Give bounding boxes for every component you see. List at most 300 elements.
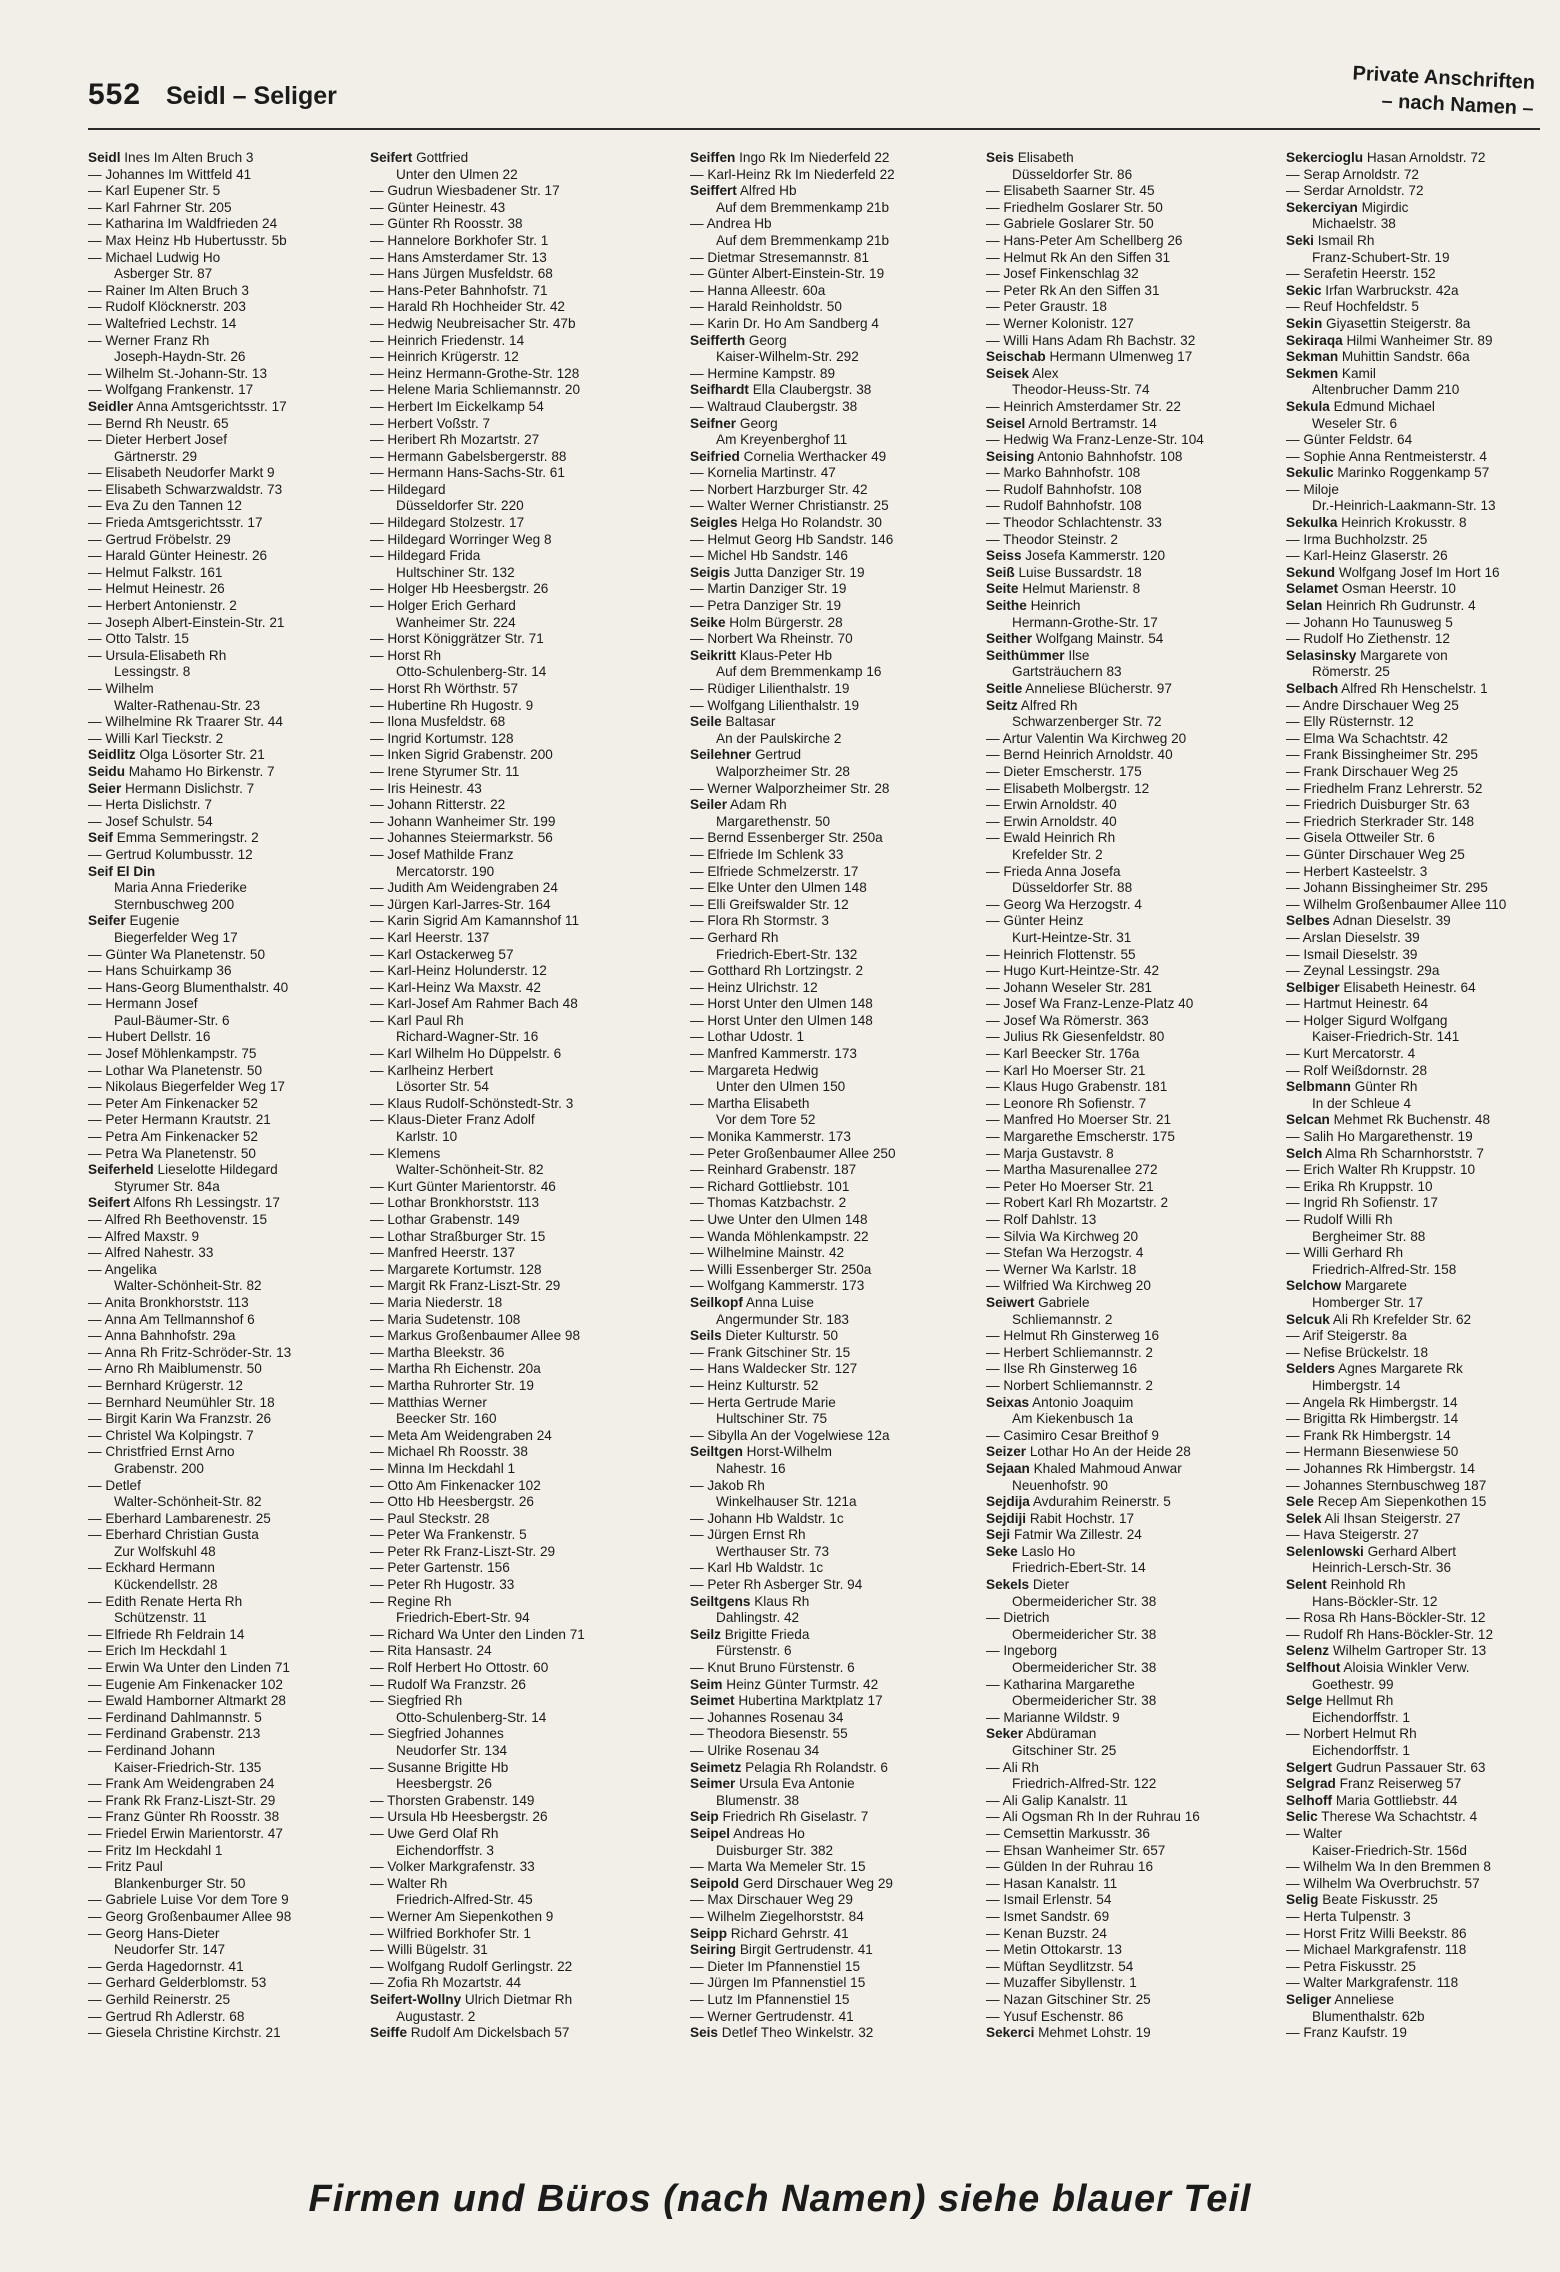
directory-entry — [986, 814, 1264, 831]
entry-text: — Frank Rk Franz-Liszt-Str. 29 — [88, 1792, 276, 1808]
directory-entry — [690, 631, 968, 648]
surname: Seifert-Wollny — [370, 1991, 462, 2007]
entry-text: — Wilhelm St.-Johann-Str. 13 — [88, 365, 268, 381]
entry-text: Fatmir Wa Zillestr. 24 — [1010, 1527, 1142, 1543]
directory-entry — [88, 515, 366, 532]
entry-text: — Hedwig Wa Franz-Lenze-Str. 104 — [986, 432, 1204, 448]
directory-entry — [1286, 1909, 1540, 1926]
entry-text: Schliemannstr. 2 — [1012, 1311, 1113, 1327]
directory-entry — [370, 1278, 648, 1295]
directory-entry — [1286, 1809, 1540, 1826]
entry-text: — Nefise Brückelstr. 18 — [1286, 1344, 1429, 1360]
entry-text: Kaiser-Friedrich-Str. 156d — [1312, 1842, 1467, 1858]
directory-entry — [88, 349, 366, 366]
surname: Selent — [1286, 1577, 1327, 1593]
entry-text: Josefa Kammerstr. 120 — [1021, 548, 1166, 564]
directory-entry — [1286, 1959, 1540, 1976]
entry-text: — Klemens — [370, 1145, 441, 1161]
entry-text: — Martha Rh Eichenstr. 20a — [370, 1361, 541, 1377]
surname: Selhoff — [1286, 1792, 1333, 1808]
directory-entry — [88, 1892, 366, 1909]
directory-entry — [986, 1245, 1264, 1262]
entry-text: Lessingstr. 8 — [114, 664, 191, 680]
surname: Seif — [88, 830, 113, 846]
entry-text: — Bernd Rh Neustr. 65 — [88, 415, 229, 431]
directory-entry — [986, 482, 1264, 499]
entry-text: — Ali Galip Kanalstr. 11 — [986, 1792, 1128, 1808]
entry-text: Adam Rh — [727, 797, 787, 813]
entry-text: — Joseph Albert-Einstein-Str. 21 — [88, 614, 285, 630]
entry-text: — Serap Arnoldstr. 72 — [1286, 166, 1419, 182]
directory-entry — [1286, 150, 1540, 167]
directory-entry — [690, 1909, 968, 1926]
surname: Seithümmer — [986, 647, 1065, 663]
directory-entry — [1286, 880, 1540, 897]
entry-text: Altenbrucher Damm 210 — [1312, 382, 1460, 398]
entry-text: — Lothar Grabenstr. 149 — [370, 1212, 520, 1227]
directory-entry — [1286, 1096, 1540, 1113]
directory-entry — [88, 830, 366, 847]
entry-text: — Günter Dirschauer Weg 25 — [1286, 846, 1465, 862]
entry-text: — Bernd Essenberger Str. 250a — [690, 830, 883, 846]
directory-entry — [88, 1428, 366, 1445]
entry-text: Antonio Joaquim — [1029, 1394, 1134, 1410]
directory-entry — [88, 250, 366, 267]
directory-entry — [690, 581, 968, 598]
entry-text: Irfan Warbruckstr. 42a — [1321, 282, 1459, 298]
directory-entry — [88, 200, 366, 217]
directory-entry — [986, 1395, 1264, 1412]
directory-entry — [1286, 548, 1540, 565]
directory-entry — [690, 1146, 968, 1163]
entry-text: Horst-Wilhelm — [742, 1444, 832, 1460]
entry-text: — Jürgen Ernst Rh — [690, 1527, 806, 1543]
entry-text: — Muzaffer Sibyllenstr. 1 — [986, 1975, 1137, 1991]
surname: Seis — [986, 150, 1014, 165]
directory-entry — [986, 1428, 1264, 1445]
entry-text: Kamil — [1338, 365, 1376, 381]
entry-text: Helga Ho Rolandstr. 30 — [737, 515, 882, 531]
entry-text: — Werner Kolonistr. 127 — [986, 315, 1134, 331]
directory-entry — [690, 1992, 968, 2009]
entry-text: — Elfriede Rh Feldrain 14 — [88, 1626, 245, 1642]
directory-entry — [690, 482, 968, 499]
directory-entry — [986, 382, 1264, 399]
directory-entry — [370, 847, 648, 864]
entry-text: — Brigitta Rk Himbergstr. 14 — [1286, 1411, 1459, 1427]
surname: Sekercioglu — [1286, 150, 1364, 165]
directory-entry — [88, 1826, 366, 1843]
directory-entry — [986, 1876, 1264, 1893]
entry-text: Dr.-Heinrich-Laakmann-Str. 13 — [1312, 498, 1496, 514]
surname: Seitz — [986, 697, 1018, 713]
entry-text: Gottfried — [412, 150, 469, 165]
directory-entry — [690, 1096, 968, 1113]
directory-entry — [1286, 316, 1540, 333]
entry-text: Friedrich-Ebert-Str. 14 — [1012, 1560, 1146, 1576]
directory-entry — [690, 1212, 968, 1229]
directory-entry — [88, 1793, 366, 1810]
entry-text: — Elisabeth Saarner Str. 45 — [986, 183, 1155, 199]
entry-text: Obermeidericher Str. 38 — [1012, 1593, 1157, 1609]
directory-entry — [1286, 200, 1540, 217]
directory-entry — [88, 366, 366, 383]
entry-text: — Hans Waldecker Str. 127 — [690, 1361, 858, 1377]
entry-text: — Siegfried Johannes — [370, 1726, 504, 1742]
directory-entry — [986, 864, 1264, 881]
directory-entry — [986, 432, 1264, 449]
surname: Seidlitz — [88, 747, 136, 763]
directory-entry — [88, 1411, 366, 1428]
directory-entry — [88, 1179, 366, 1196]
directory-entry — [690, 797, 968, 814]
directory-entry — [370, 1345, 648, 1362]
surname: Sekund — [1286, 564, 1336, 580]
directory-entry — [1286, 1793, 1540, 1810]
entry-text: — Heinrich Krügerstr. 12 — [370, 349, 519, 365]
entry-text: — Gertrud Rh Adlerstr. 68 — [88, 2008, 245, 2024]
entry-text: — Hildegard Frida — [370, 548, 481, 564]
directory-entry — [88, 781, 366, 798]
entry-text: Richard Gehrstr. 41 — [727, 1925, 849, 1941]
entry-text: — Helmut Rh Ginsterweg 16 — [986, 1328, 1160, 1344]
directory-entry — [690, 548, 968, 565]
entry-text: — Hannelore Borkhofer Str. 1 — [370, 232, 549, 248]
entry-text: — Ferdinand Dahlmannstr. 5 — [88, 1709, 262, 1725]
entry-text: Vor dem Tore 52 — [716, 1112, 816, 1128]
entry-text: — Johann Ritterstr. 22 — [370, 797, 506, 813]
directory-entry — [88, 1229, 366, 1246]
directory-entry — [986, 416, 1264, 433]
directory-entry — [1286, 631, 1540, 648]
directory-entry — [986, 1411, 1264, 1428]
entry-text: — Thorsten Grabenstr. 149 — [370, 1792, 535, 1808]
entry-text: — Erwin Arnoldstr. 40 — [986, 813, 1117, 829]
directory-entry — [1286, 366, 1540, 383]
directory-entry — [370, 1544, 648, 1561]
entry-text: — Erwin Arnoldstr. 40 — [986, 797, 1117, 813]
entry-text: — Erich Im Heckdahl 1 — [88, 1643, 228, 1659]
directory-entry — [1286, 250, 1540, 267]
entry-text: Mehmet Rk Buchenstr. 48 — [1329, 1112, 1491, 1128]
directory-entry — [1286, 1710, 1540, 1727]
entry-text: — Manfred Ho Moerser Str. 21 — [986, 1112, 1172, 1128]
directory-entry — [690, 830, 968, 847]
directory-entry — [370, 996, 648, 1013]
entry-text: — Petra Wa Planetenstr. 50 — [88, 1145, 256, 1161]
page-number: 552 — [88, 78, 142, 111]
surname: Seki — [1286, 232, 1314, 248]
entry-text: — Minna Im Heckdahl 1 — [370, 1460, 516, 1476]
directory-entry — [370, 1627, 648, 1644]
entry-text: Bergheimer Str. 88 — [1312, 1228, 1426, 1244]
entry-text: Theodor-Heuss-Str. 74 — [1012, 382, 1150, 398]
directory-entry — [986, 299, 1264, 316]
directory-entry — [88, 747, 366, 764]
entry-text: — Ismet Sandstr. 69 — [986, 1908, 1110, 1924]
directory-entry — [370, 432, 648, 449]
directory-entry — [88, 1743, 366, 1760]
directory-entry — [88, 465, 366, 482]
entry-text: Friedrich-Ebert-Str. 132 — [716, 946, 858, 962]
directory-entry — [370, 1892, 648, 1909]
surname: Selbmann — [1286, 1079, 1351, 1095]
directory-entry — [88, 1345, 366, 1362]
entry-text: — Theodor Steinstr. 2 — [986, 531, 1118, 547]
entry-text: Auf dem Bremmenkamp 16 — [716, 664, 882, 680]
directory-entry — [370, 1577, 648, 1594]
directory-entry — [370, 2009, 648, 2026]
directory-entry — [690, 1560, 968, 1577]
directory-entry — [1286, 1511, 1540, 1528]
entry-text: — Rainer Im Alten Bruch 3 — [88, 282, 249, 298]
entry-text: — Metin Ottokarstr. 13 — [986, 1942, 1122, 1958]
entry-text: Detlef Theo Winkelstr. 32 — [717, 2025, 874, 2041]
entry-text: — Salih Ho Margarethenstr. 19 — [1286, 1129, 1473, 1145]
entry-text: Hermann Dislichstr. 7 — [121, 780, 255, 796]
entry-text: Migirdic — [1357, 199, 1409, 215]
directory-entry — [690, 1345, 968, 1362]
entry-text: — Karl Ho Moerser Str. 21 — [986, 1062, 1146, 1078]
entry-text: — Siegfried Rh — [370, 1693, 463, 1709]
directory-entry — [690, 1245, 968, 1262]
directory-entry — [370, 1876, 648, 1893]
listing-columns — [88, 150, 1540, 2080]
directory-entry — [690, 1527, 968, 1544]
entry-text: Auf dem Bremmenkamp 21b — [716, 232, 890, 248]
surname: Selch — [1286, 1145, 1323, 1161]
entry-text: — Müftan Seydlitzstr. 54 — [986, 1958, 1134, 1974]
directory-entry — [1286, 1229, 1540, 1246]
entry-text: — Frieda Anna Josefa — [986, 863, 1121, 879]
directory-entry — [986, 1693, 1264, 1710]
entry-text: — Wilhelmine Rk Traarer Str. 44 — [88, 714, 283, 730]
directory-entry — [690, 781, 968, 798]
directory-entry — [1286, 1776, 1540, 1793]
entry-text: — Willi Gerhard Rh — [1286, 1245, 1404, 1261]
entry-text: Krefelder Str. 2 — [1012, 846, 1103, 862]
entry-text: — Ilse Rh Ginsterweg 16 — [986, 1361, 1138, 1377]
entry-text: Hellmut Rh — [1322, 1693, 1394, 1709]
directory-entry — [690, 747, 968, 764]
directory-entry — [690, 333, 968, 350]
entry-text: Lösorter Str. 54 — [396, 1079, 489, 1095]
directory-entry — [690, 183, 968, 200]
entry-text: — Günter Heinz — [986, 913, 1084, 929]
directory-entry — [88, 930, 366, 947]
directory-entry — [1286, 731, 1540, 748]
directory-entry — [986, 1594, 1264, 1611]
directory-entry — [370, 581, 648, 598]
entry-text: Neudorfer Str. 147 — [114, 1942, 226, 1958]
entry-text: — Ismail Dieselstr. 39 — [1286, 946, 1418, 962]
surname: Sekman — [1286, 349, 1339, 365]
entry-text: — Hans-Georg Blumenthalstr. 40 — [88, 979, 289, 995]
directory-entry — [370, 1942, 648, 1959]
entry-text: — Norbert Harzburger Str. 42 — [690, 481, 868, 497]
directory-entry — [690, 1079, 968, 1096]
entry-text: Biegerfelder Weg 17 — [114, 929, 238, 945]
directory-entry — [370, 1677, 648, 1694]
surname: Seischab — [986, 349, 1046, 365]
entry-text: Dieter — [1029, 1577, 1070, 1593]
directory-entry — [370, 1975, 648, 1992]
surname: Selcan — [1286, 1112, 1330, 1128]
directory-entry — [690, 432, 968, 449]
directory-entry — [370, 1710, 648, 1727]
entry-text: — Zofia Rh Mozartstr. 44 — [370, 1975, 522, 1991]
directory-entry — [370, 598, 648, 615]
entry-text: — Michel Hb Sandstr. 146 — [690, 548, 848, 564]
directory-entry — [88, 631, 366, 648]
directory-entry — [690, 1063, 968, 1080]
entry-text: — Herta Tulpenstr. 3 — [1286, 1908, 1411, 1924]
entry-text: — Karl Hb Waldstr. 1c — [690, 1560, 824, 1576]
entry-text: — Heribert Rh Mozartstr. 27 — [370, 432, 540, 448]
directory-entry — [986, 1859, 1264, 1876]
directory-entry — [370, 449, 648, 466]
directory-entry — [986, 880, 1264, 897]
entry-text: Blumenstr. 38 — [716, 1792, 800, 1808]
entry-text: — Ali Ogsman Rh In der Ruhrau 16 — [986, 1809, 1200, 1825]
surname: Seipp — [690, 1925, 728, 1941]
directory-entry — [370, 1428, 648, 1445]
entry-text: — Gerhard Rh — [690, 929, 779, 945]
directory-entry — [88, 399, 366, 416]
entry-text: — Otto Hb Heesbergstr. 26 — [370, 1494, 534, 1510]
entry-text: Gerhard Albert — [1363, 1543, 1457, 1559]
entry-text: Ilse — [1064, 647, 1090, 663]
directory-entry — [370, 681, 648, 698]
entry-text: — Eberhard Christian Gusta — [88, 1527, 259, 1543]
entry-text: — Dieter Im Pfannenstiel 15 — [690, 1958, 861, 1974]
directory-entry — [1286, 432, 1540, 449]
directory-entry — [1286, 1643, 1540, 1660]
column-3 — [690, 150, 968, 2080]
directory-entry — [690, 200, 968, 217]
directory-entry — [986, 1826, 1264, 1843]
entry-text: — Willi Karl Tieckstr. 2 — [88, 730, 224, 746]
directory-entry — [88, 1461, 366, 1478]
directory-entry — [370, 930, 648, 947]
directory-entry — [690, 150, 968, 167]
entry-text: — Inken Sigrid Grabenstr. 200 — [370, 747, 553, 763]
surname: Seimer — [690, 1776, 736, 1792]
directory-entry — [1286, 1726, 1540, 1743]
directory-entry — [370, 1726, 648, 1743]
column-5 — [1286, 150, 1540, 2080]
entry-text: — Peter Rk An den Siffen 31 — [986, 282, 1160, 298]
entry-text: — Detlef — [88, 1477, 141, 1493]
directory-entry — [88, 864, 366, 881]
directory-entry — [370, 366, 648, 383]
entry-text: — Hans-Peter Am Schellberg 26 — [986, 232, 1183, 248]
entry-text: — Martha Masurenallee 272 — [986, 1162, 1158, 1178]
entry-text: — Peter Graustr. 18 — [986, 299, 1107, 315]
entry-text: — Ewald Heinrich Rh — [986, 830, 1116, 846]
directory-entry — [370, 333, 648, 350]
footer-note: Firmen und Büros (nach Namen) siehe blauer Teil — [308, 2178, 1252, 2220]
directory-entry — [986, 1511, 1264, 1528]
entry-text: — Volker Markgrafenstr. 33 — [370, 1859, 535, 1875]
directory-entry — [88, 382, 366, 399]
directory-entry — [690, 1544, 968, 1561]
entry-text: — Harald Reinholdstr. 50 — [690, 299, 842, 315]
entry-text: Obermeidericher Str. 38 — [1012, 1660, 1157, 1676]
directory-entry — [370, 764, 648, 781]
entry-text: — Wolfgang Kammerstr. 173 — [690, 1278, 865, 1294]
entry-text: Eichendorffstr. 3 — [396, 1842, 494, 1858]
directory-entry — [1286, 1013, 1540, 1030]
directory-entry — [986, 1660, 1264, 1677]
directory-entry — [88, 548, 366, 565]
directory-entry — [370, 1046, 648, 1063]
directory-entry — [88, 1710, 366, 1727]
entry-text: Dahlingstr. 42 — [716, 1610, 800, 1626]
entry-text: — Serafetin Heerstr. 152 — [1286, 266, 1436, 282]
directory-entry — [370, 283, 648, 300]
entry-text: — Kenan Buzstr. 24 — [986, 1925, 1107, 1941]
entry-text: — Rosa Rh Hans-Böckler-Str. 12 — [1286, 1610, 1486, 1626]
directory-entry — [370, 1129, 648, 1146]
directory-entry — [1286, 1843, 1540, 1860]
directory-entry — [1286, 1079, 1540, 1096]
entry-text: — Anna Bahnhofstr. 29a — [88, 1328, 236, 1344]
directory-entry — [986, 847, 1264, 864]
entry-text: Therese Wa Schachtstr. 4 — [1317, 1809, 1478, 1825]
directory-entry — [1286, 1544, 1540, 1561]
entry-text: Am Kiekenbusch 1a — [1012, 1411, 1133, 1427]
directory-entry — [370, 1395, 648, 1412]
entry-text: Kaiser-Friedrich-Str. 135 — [114, 1759, 262, 1775]
surname: Seiffe — [370, 2025, 408, 2041]
directory-entry — [1286, 1677, 1540, 1694]
directory-entry — [690, 1395, 968, 1412]
entry-text: Marinko Roggenkamp 57 — [1333, 465, 1490, 481]
directory-entry — [986, 1444, 1264, 1461]
entry-text: — Karin Sigrid Am Kamannshof 11 — [370, 913, 580, 929]
entry-text: — Heinrich Friedenstr. 14 — [370, 332, 525, 348]
surname: Sejdiji — [986, 1510, 1027, 1526]
entry-text: Heinrich Rh Gudrunstr. 4 — [1322, 598, 1476, 614]
directory-entry — [88, 714, 366, 731]
entry-text: — Fritz Im Heckdahl 1 — [88, 1842, 223, 1858]
directory-entry — [1286, 1179, 1540, 1196]
directory-entry — [370, 1959, 648, 1976]
entry-text: — Heinrich Flottenstr. 55 — [986, 946, 1136, 962]
directory-entry — [986, 200, 1264, 217]
entry-text: Düsseldorfer Str. 86 — [1012, 166, 1133, 182]
entry-text: — Alfred Maxstr. 9 — [88, 1228, 200, 1244]
entry-text: Margarete — [1341, 1278, 1407, 1294]
directory-entry — [370, 349, 648, 366]
entry-text: Baltasar — [721, 714, 776, 730]
entry-text: — Heinz Hermann-Grothe-Str. 128 — [370, 365, 580, 381]
entry-text: — Peter Gartenstr. 156 — [370, 1560, 510, 1576]
directory-entry — [370, 167, 648, 184]
directory-entry — [370, 897, 648, 914]
entry-text: — Ursula-Elisabeth Rh — [88, 647, 227, 663]
entry-text: Hasan Arnoldstr. 72 — [1363, 150, 1486, 165]
directory-entry — [88, 1328, 366, 1345]
entry-text: — Monika Kammerstr. 173 — [690, 1129, 851, 1145]
entry-text: — Peter Hermann Krautstr. 21 — [88, 1112, 271, 1128]
directory-entry — [88, 1527, 366, 1544]
directory-entry — [88, 1627, 366, 1644]
surname: Seidu — [88, 763, 126, 779]
directory-entry — [370, 1660, 648, 1677]
directory-entry — [370, 399, 648, 416]
